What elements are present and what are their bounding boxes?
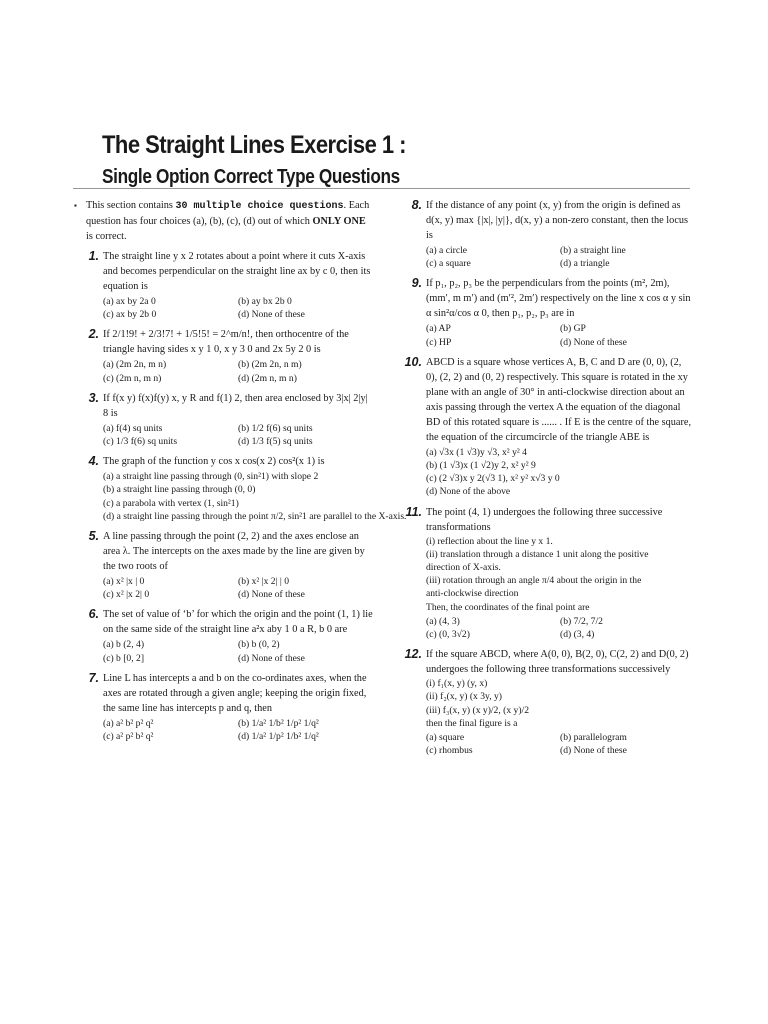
answer-options [103,717,373,743]
question-body [103,671,373,743]
question-8 [396,198,694,270]
question-body [426,355,694,499]
answer-options [426,322,694,348]
question-4 [73,454,407,523]
answer-options [426,731,694,757]
header-divider [73,188,690,189]
question-number: 6. [88,607,99,622]
option-b: (b) parallelogram [560,732,627,744]
question-number: 1. [88,249,99,263]
question-text: A line passing through the point (2, 2) and the axes enclose an area λ. The intercepts on the axes made by the line are given by the two roots of [103,531,365,573]
question-body [103,249,373,321]
question-subitems [426,677,694,730]
option-c: (c) a square [426,258,471,270]
answer-options [103,638,373,664]
option-d: (d) None of these [560,336,627,348]
question-11 [396,505,694,642]
intro-text [86,198,373,244]
intro-highlight: 30 multiple choice questions [175,201,344,212]
option-c: (c) 1/3 f(6) sq units [103,436,178,448]
subitem: (i) f₁(x, y) (y, x) [426,678,488,690]
option-a: (a) x² |x | 0 [103,576,145,588]
option-b: (b) a straight line [560,245,626,256]
option-b: (b) x² |x 2| | 0 [238,576,290,588]
option-d: (d) (3, 4) [560,629,595,641]
question-text: If p₁, p₂, p₃ be the perpendiculars from the points (m², 2m), (mm′, m m′) and (m′², 2m′) respectively on the line x cos α y sin α sin²α/cos α 0, then p₁, p₂, p₃ are in [426,278,691,320]
question-body [426,198,694,270]
section-intro [73,198,373,244]
question-text: The straight line y x 2 rotates about a point where it cuts X-axis and becomes perpendicular on the straight line ax by c 0, then its equation is [103,251,371,292]
subitem: anti-clockwise direction [426,588,519,600]
option-c: (c) x² |x 2| 0 [103,589,150,601]
question-number: 7. [88,670,99,685]
option-d: (d) None of these [238,309,305,321]
subitem: (ii) f₂(x, y) (x 3y, y) [426,691,502,703]
question-10 [396,355,694,499]
subitem: (iii) f₃(x, y) (x y)/2, (x y)/2 [426,704,529,716]
question-number: 9. [411,276,422,291]
answer-options [103,575,373,601]
question-subitems [426,535,694,614]
option-c: (c) HP [426,336,452,348]
question-body [103,327,373,384]
option-c: (c) rhombus [426,745,473,757]
option-a: (a) ax by 2a 0 [103,296,156,307]
option-a: (a) (4, 3) [426,615,460,627]
option-d: (d) 1/a² 1/p² 1/b² 1/q² [238,731,319,743]
option-a: (a) square [426,732,465,744]
option-b: (b) a straight line passing through (0, 0) [103,484,256,496]
left-column [73,198,407,749]
question-5 [73,529,373,601]
question-text: If the square ABCD, where A(0, 0), B(2, 0), C(2, 2) and D(0, 2) undergoes the following three transformations successively [426,649,689,676]
answer-options [103,470,406,523]
answer-options [426,244,694,270]
subitem: (i) reflection about the line y x 1. [426,535,553,547]
bullet-icon: ▪ [74,201,77,210]
question-2 [73,327,373,384]
option-a: (a) (2m 2n, m n) [103,359,167,371]
question-7 [73,671,373,743]
option-d: (d) a straight line passing through the point π/2, sin²1 are parallel to the X-axis. [103,510,407,522]
option-d: (d) (2m n, m n) [238,372,297,384]
subitem: (iii) rotation through an angle π/4 about the origin in the [426,575,642,587]
question-text: The graph of the function y cos x cos(x 2) cos²(x 1) is [103,456,325,468]
option-c: (c) b [0, 2] [103,652,145,664]
option-a: (a) a straight line passing through (0, sin²1) with slope 2 [103,471,319,483]
intro-part: is correct. [86,231,127,242]
question-6 [73,607,373,664]
right-column [396,198,694,763]
question-number: 11. [405,504,422,519]
option-c: (c) (2 √3)x y 2(√3 1), x² y² x√3 y 0 [426,473,560,485]
question-number: 5. [88,529,99,544]
question-body [426,647,694,757]
question-body [103,454,406,523]
question-number: 10. [404,354,422,369]
option-a: (a) √3x (1 √3)y √3, x² y² 4 [426,446,527,458]
intro-part: . Each question has four choices (a), (b), (c), (d) out of which [86,200,370,227]
subitem: Then, the coordinates of the final point are [426,601,590,613]
question-number: 12. [404,647,422,662]
option-a: (a) b (2, 4) [103,639,145,651]
option-b: (b) 7/2, 7/2 [560,615,603,627]
option-b: (b) ay bx 2b 0 [238,296,292,307]
answer-options [103,358,373,384]
page-subtitle: Single Option Correct Type Questions [102,166,400,188]
question-body [103,391,373,448]
page-title: The Straight Lines Exercise 1 : [102,131,406,159]
question-number: 4. [88,454,99,469]
question-text: If f(x y) f(x)f(y) x, y R and f(1) 2, then area enclosed by 3|x| 2|y| 8 is [103,392,368,419]
option-b: (b) 1/a² 1/b² 1/p² 1/q² [238,717,319,729]
option-a: (a) f(4) sq units [103,422,163,434]
intro-highlight: ONLY ONE [312,216,366,227]
question-text: If 2/1!9! + 2/3!7! + 1/5!5! = 2^m/n!, then orthocentre of the triangle having sides x y 1 0, x y 3 0 and 2x 5y 2 0 is [103,329,349,356]
option-c: (c) a parabola with vertex (1, sin²1) [103,497,239,509]
question-3 [73,391,373,448]
option-d: (d) None of these [238,589,305,601]
subitem: then the final figure is a [426,717,518,729]
question-body [103,529,373,601]
subitem: (ii) translation through a distance 1 unit along the positive [426,548,649,560]
question-text: The set of value of ‘b’ for which the origin and the point (1, 1) lie on the same side of the straight line a²x aby 1 0 a R, b 0 are [103,609,373,636]
option-a: (a) AP [426,323,451,335]
question-body [426,276,694,348]
question-9 [396,276,694,348]
question-text: Line L has intercepts a and b on the co-ordinates axes, when the axes are rotated through a given angle; keeping the origin fixed, the same line has intercepts p and q, then [103,672,367,714]
option-c: (c) ax by 2b 0 [103,309,157,321]
option-a: (a) a² b² p² q² [103,717,154,729]
page-header [102,130,692,192]
option-c: (c) (2m n, m n) [103,372,162,384]
subitem: direction of X-axis. [426,562,501,574]
question-text: If the distance of any point (x, y) from the origin is defined as d(x, y) max {|x|, |y|}, d(x, y) a non-zero constant, then the locus is [426,200,689,241]
option-d: (d) None of the above [426,486,511,498]
question-body [103,607,373,664]
option-b: (b) (1 √3)x (1 √2)y 2, x² y² 9 [426,460,536,472]
option-d: (d) None of these [560,745,627,757]
answer-options [426,446,694,499]
answer-options [103,295,373,321]
question-number: 8. [411,198,422,212]
option-d: (d) None of these [238,652,305,664]
question-text: ABCD is a square whose vertices A, B, C and D are (0, 0), (2, 0), (2, 2) and (0, 2) respectively. This square is rotated in the xy plane with an angle of 30° in anti-clockwise direction about an axis passing through the vertex A the equation of the diagonal BD of this rotated square is ...... . If E is the centre of the square, the equation of the circumcircle of the triangle ABE is [426,356,692,443]
option-d: (d) a triangle [560,258,610,270]
question-number: 2. [88,327,99,342]
answer-options [426,615,694,641]
question-body [426,505,694,642]
option-b: (b) (2m 2n, n m) [238,359,302,371]
question-12 [396,647,694,757]
option-a: (a) a circle [426,245,468,256]
question-text: The point (4, 1) undergoes the following three successive transformations [426,506,663,533]
question-number: 3. [88,390,99,405]
option-d: (d) 1/3 f(5) sq units [238,436,313,448]
option-b: (b) b (0, 2) [238,639,280,651]
intro-part: This section contains [86,200,176,211]
option-b: (b) 1/2 f(6) sq units [238,422,313,434]
question-1 [73,249,373,321]
option-c: (c) (0, 3√2) [426,629,470,641]
answer-options [103,422,373,448]
option-c: (c) a² p² b² q² [103,731,154,743]
option-b: (b) GP [560,323,586,335]
